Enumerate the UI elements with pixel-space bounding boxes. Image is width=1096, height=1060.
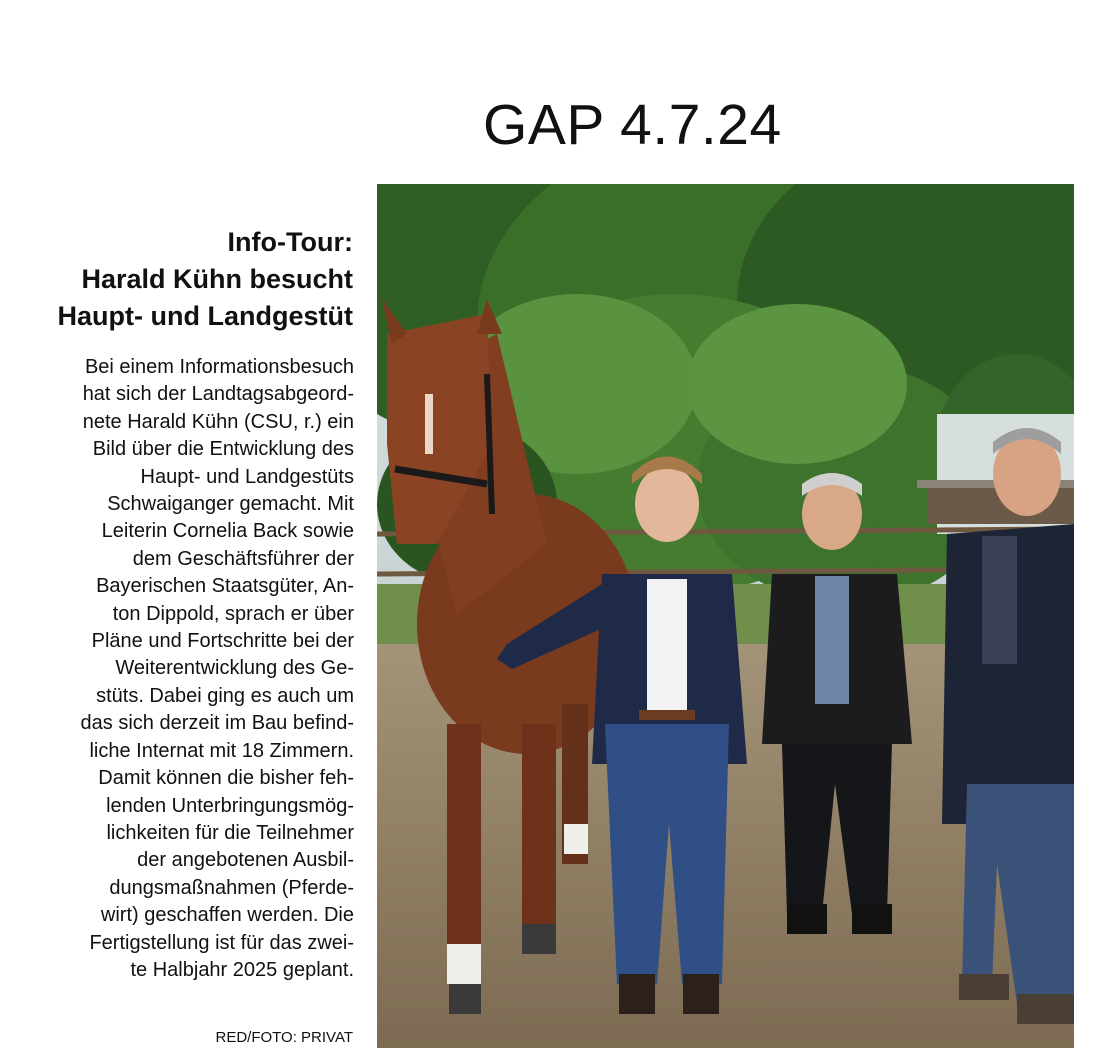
- body-line: Bild über die Entwicklung des: [92, 438, 354, 461]
- headline-line: Haupt- und Landgestüt: [57, 301, 353, 331]
- body-line: lichkeiten für die Teilnehmer: [106, 821, 354, 844]
- body-line: Bei einem Informationsbesuch: [84, 356, 354, 378]
- body-line: ton Dippold, sprach er über: [112, 602, 354, 625]
- body-line: dungsmaßnahmen (Pferde-: [109, 876, 354, 899]
- body-line: stüts. Dabei ging es auch um: [96, 684, 354, 707]
- body-line: Leiterin Cornelia Back sowie: [101, 520, 354, 543]
- body-line: te Halbjahr 2025 geplant.: [130, 958, 354, 981]
- body-line: Haupt- und Landgestüts: [140, 465, 354, 488]
- body-line: der angebotenen Ausbil-: [137, 849, 354, 872]
- body-line: wirt) geschaffen werden. Die: [100, 904, 354, 927]
- body-line: Damit können die bisher feh-: [98, 767, 354, 790]
- body-line: liche Internat mit 18 Zimmern.: [89, 739, 354, 762]
- body-line: das sich derzeit im Bau befind-: [80, 712, 354, 735]
- photo-credit: RED/FOTO: PRIVAT: [215, 1029, 353, 1046]
- body-line: Weiterentwicklung des Ge-: [115, 657, 354, 680]
- body-line: Bayerischen Staatsgüter, An-: [96, 575, 354, 598]
- body-line: nete Harald Kühn (CSU, r.) ein: [82, 410, 354, 433]
- body-line: Schwaiganger gemacht. Mit: [107, 493, 354, 516]
- body-line: lenden Unterbringungsmög-: [106, 794, 354, 817]
- body-line: hat sich der Landtagsabgeord-: [82, 383, 354, 406]
- body-line: Pläne und Fortschritte bei der: [91, 630, 354, 653]
- date-stamp: GAP 4.7.24: [483, 93, 782, 157]
- headline-line: Info-Tour:: [227, 227, 353, 257]
- headline-line: Harald Kühn besucht: [81, 264, 353, 294]
- article-photo: [377, 184, 1074, 1048]
- article-body: [18, 354, 354, 984]
- body-line: dem Geschäftsführer der: [132, 547, 354, 570]
- headline: [13, 224, 353, 335]
- body-line: Fertigstellung ist für das zwei-: [89, 931, 354, 954]
